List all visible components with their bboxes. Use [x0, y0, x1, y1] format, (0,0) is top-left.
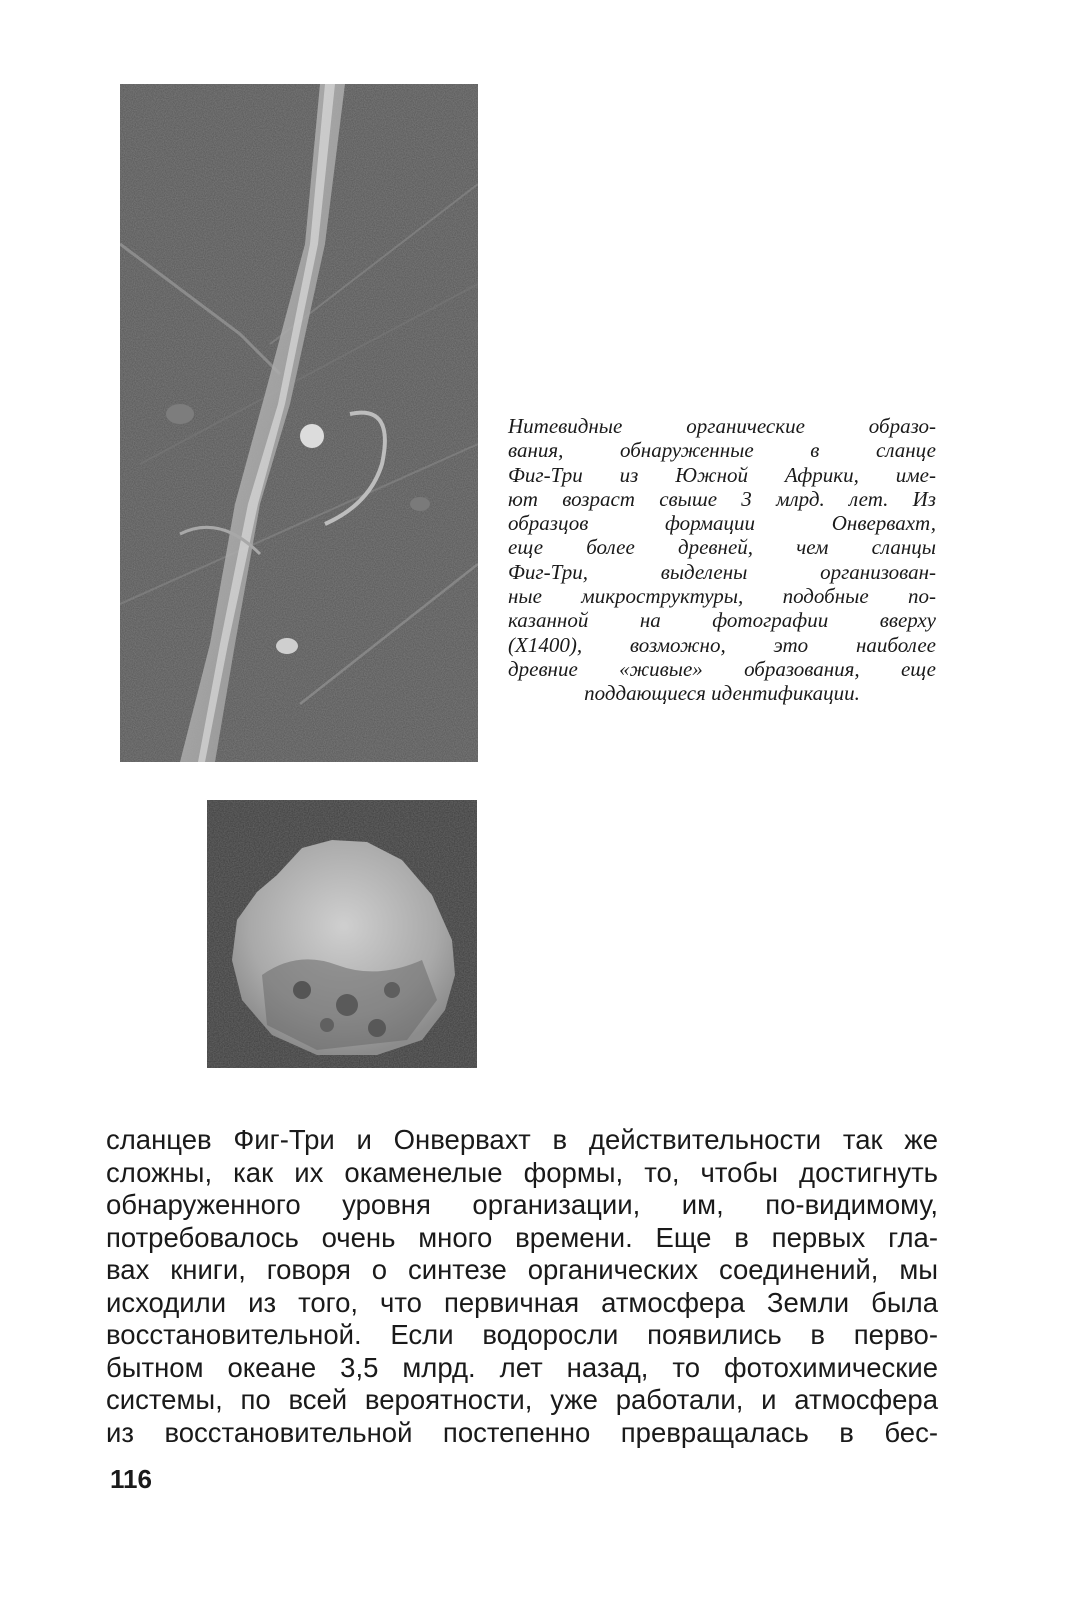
- caption-line: казанной на фотографии вверху: [508, 608, 936, 633]
- caption-line: еще более древней, чем сланцы: [508, 535, 936, 560]
- caption-line: образцов формации Онвервахт,: [508, 511, 936, 536]
- filament-micrograph: [120, 84, 478, 762]
- body-line: сложны, как их окаменелые формы, то, чтобы достигнуть: [106, 1156, 938, 1188]
- body-line: потребовалось очень много времени. Еще в первых гла-: [106, 1221, 938, 1253]
- caption-line: ют возраст свыше 3 млрд. лет. Из: [508, 486, 936, 511]
- caption-line: Фиг-Три, выделены организован-: [508, 559, 936, 584]
- caption-line: ные микроструктуры, подобные по-: [508, 584, 936, 609]
- body-line: восстановительной. Если водоросли появились в перво-: [106, 1319, 938, 1350]
- body-line: вах книги, говоря о синтезе органических соединений, мы: [106, 1254, 938, 1285]
- body-line: обнаруженного уровня организации, им, по-видимому,: [106, 1189, 938, 1220]
- microstructure-micrograph: [207, 800, 477, 1068]
- caption-line: поддающиеся идентификации.: [584, 681, 860, 706]
- caption-line: (X1400), возможно, это наиболее: [508, 632, 936, 657]
- microstructure-photo: [207, 800, 477, 1068]
- filament-photo: [120, 84, 478, 762]
- body-line: из восстановительной постепенно превращалась в бес-: [106, 1416, 938, 1448]
- page-number: 116: [110, 1464, 152, 1494]
- caption-line: древние «живые» образования, еще: [508, 656, 936, 681]
- body-line: сланцев Фиг-Три и Онвервахт в действительности так же: [106, 1124, 938, 1155]
- body-line: системы, по всей вероятности, уже работали, и атмосфера: [106, 1384, 938, 1415]
- body-line: исходили из того, что первичная атмосфера Земли была: [106, 1286, 938, 1318]
- caption-line: Нитевидные органические образо-: [508, 414, 936, 438]
- figure-caption: [508, 414, 936, 706]
- caption-line: Фиг-Три из Южной Африки, име-: [508, 462, 936, 487]
- body-line: бытном океане 3,5 млрд. лет назад, то фотохимические: [106, 1351, 938, 1383]
- body-paragraph: [106, 1124, 938, 1449]
- caption-line: вания, обнаруженные в сланце: [508, 438, 936, 463]
